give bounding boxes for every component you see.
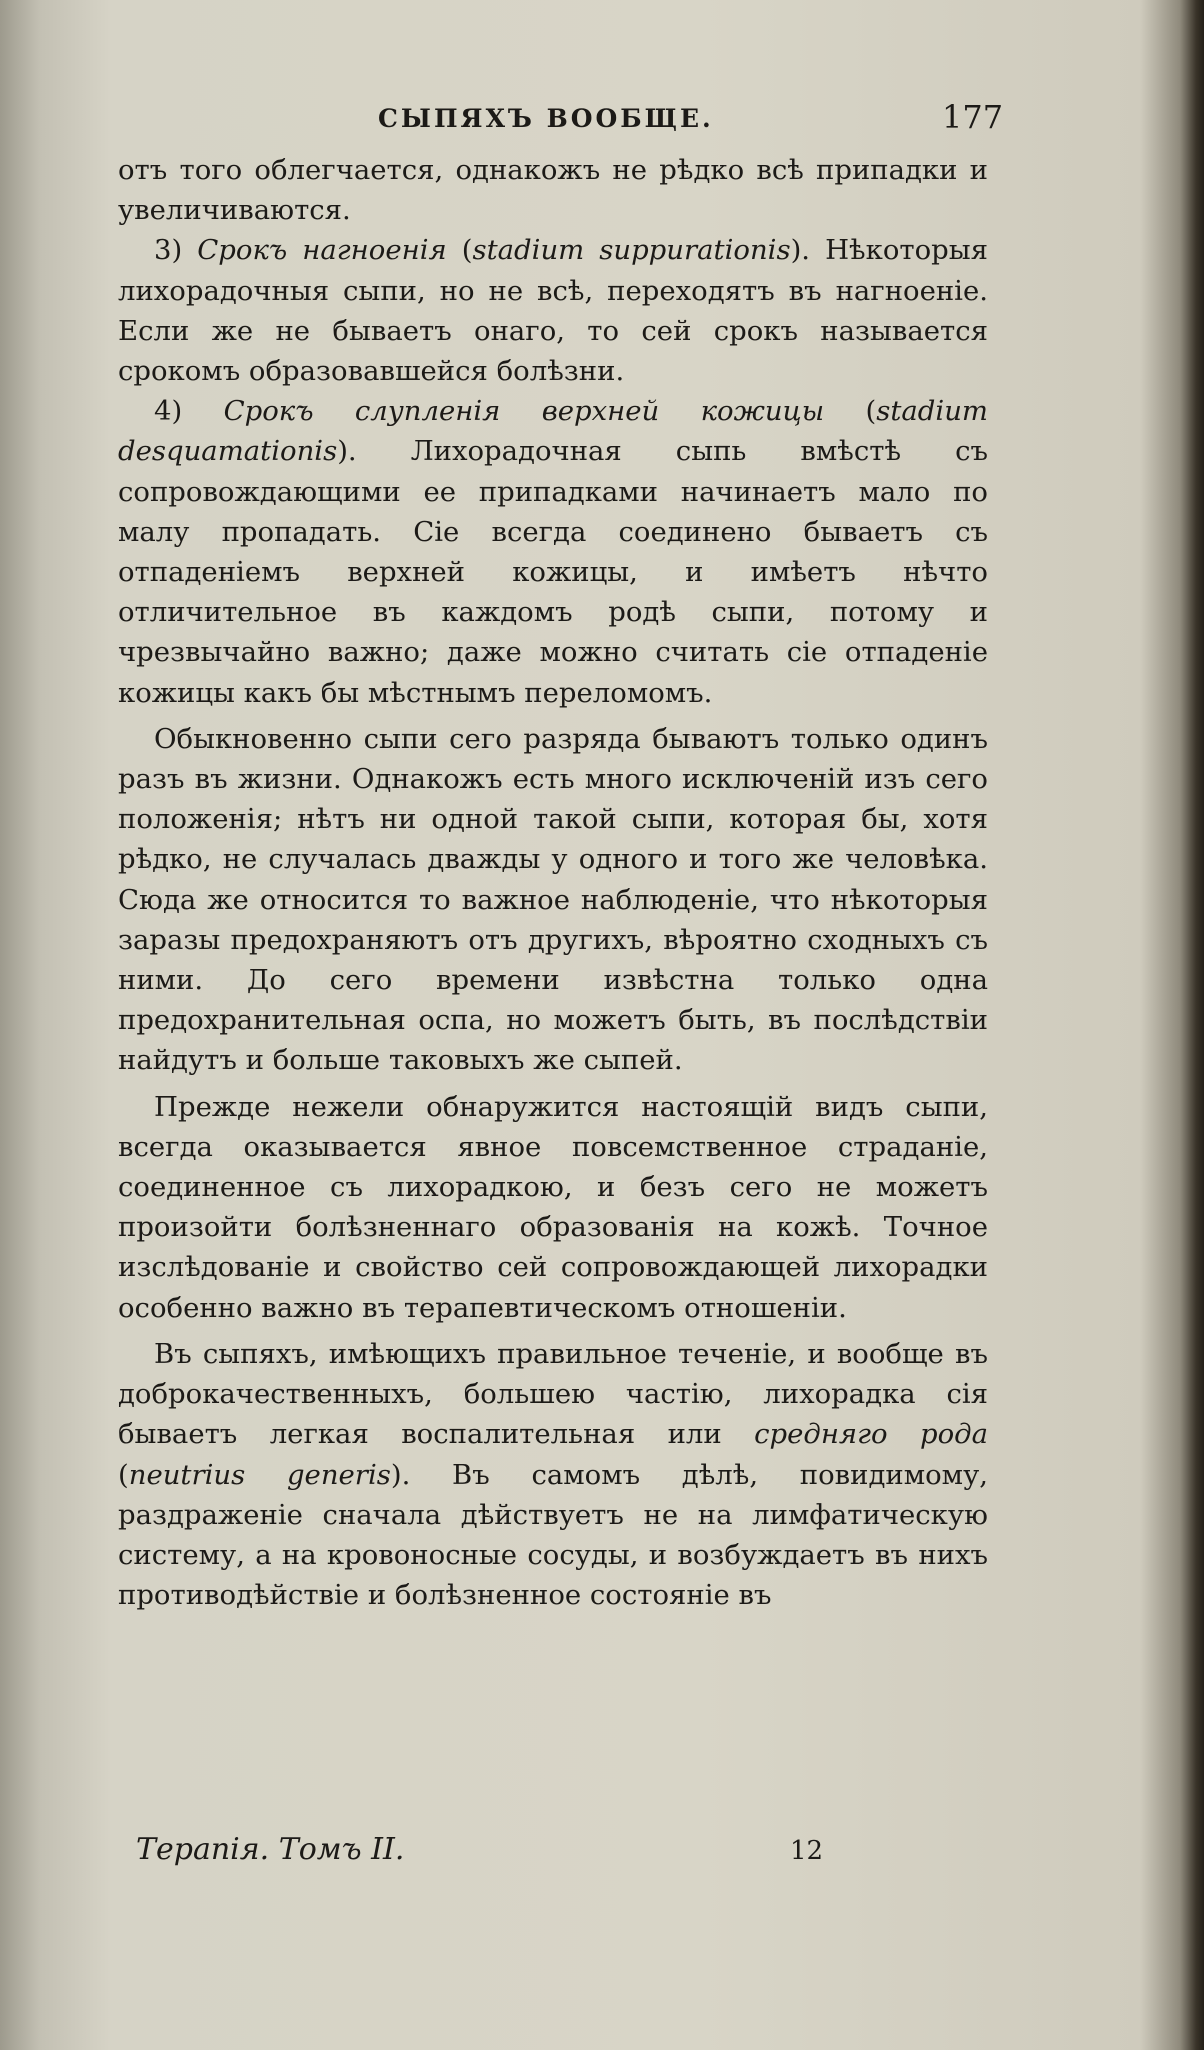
italic-term: stadium suppurationis <box>472 234 791 267</box>
text-run: 3) <box>154 234 198 267</box>
signature-mark: 12 <box>790 1836 824 1866</box>
body-text <box>118 150 988 1615</box>
text-run: отъ того облегчается, однакожъ не рѣдко всѣ припадки и увеличиваются. <box>118 154 988 227</box>
text-run: Обыкновенно сыпи сего разряда бываютъ только одинъ разъ въ жизни. Однакожъ есть много исключеній изъ сего положенія; нѣтъ ни одной такой сыпи, которая бы, хотя рѣдко, не случалась дважды у одного и того же человѣка. Сюда же относится то важное наблюденіе, что нѣкоторыя заразы предохраняютъ отъ другихъ, вѣроятно сходныхъ съ ними. До сего времени извѣстна только одна предохранительная оспа, но можетъ быть, въ послѣдствіи найдутъ и больше таковыхъ же сыпей. <box>118 722 988 1077</box>
text-run: Въ сыпяхъ, имѣющихъ правильное теченіе, и вообще въ доброкачественныхъ, большею частію, лихорадка сія бываетъ легкая воспалительная или <box>118 1337 988 1451</box>
paragraph-p2 <box>118 230 988 391</box>
text-run: ( <box>446 234 473 267</box>
text-run: ). Нѣкоторыя лихорадочныя сыпи, но не всѣ, переходятъ въ нагноеніе. Если же не бываетъ онаго, то сей срокъ называется срокомъ образовавшейся болѣзни. <box>118 234 988 388</box>
text-run: 4) <box>154 395 224 428</box>
signature-line: Терапія. Томъ II. <box>136 1832 405 1867</box>
running-head: СЫПЯХЪ ВООБЩЕ. <box>378 104 714 133</box>
italic-term: neutrius generis <box>128 1458 391 1491</box>
paragraph-p6 <box>118 1334 988 1615</box>
italic-term: средняго рода <box>754 1418 988 1451</box>
text-run: ). Въ самомъ дѣлѣ, повидимому, раздраженіе сначала дѣйствуетъ не на лимфатическую систему, а на кровоносные сосуды, и возбуждаетъ въ нихъ противодѣйствіе и болѣзненное состояніе въ <box>118 1458 988 1612</box>
page-footer <box>130 1832 1030 1872</box>
paragraph-p1 <box>118 150 988 230</box>
paragraph-p4 <box>118 719 988 1081</box>
page-header <box>130 98 1030 138</box>
italic-term: Срокъ нагноенія <box>197 234 447 267</box>
paragraph-p5 <box>118 1087 988 1328</box>
page-number: 177 <box>942 98 1004 136</box>
italic-term: stadium desquamationis <box>118 395 988 468</box>
text-run: ( <box>824 395 877 428</box>
text-run: ). Лихорадочная сыпь вмѣстѣ съ сопровождающими ее припадками начинаетъ мало по малу пропадать. Сіе всегда соединено бываетъ съ отпаденіемъ верхней кожицы, и имѣетъ нѣчто отличительное въ каждомъ родѣ сыпи, потому и чрезвычайно важно; даже можно считать сіе отпаденіе кожицы какъ бы мѣстнымъ переломомъ. <box>118 435 988 709</box>
paragraph-p3 <box>118 391 988 713</box>
italic-term: Срокъ слупленія верхней кожицы <box>223 395 825 428</box>
text-run: ( <box>118 1458 129 1491</box>
text-run: Прежде нежели обнаружится настоящій видъ сыпи, всегда оказывается явное повсемственное страданіе, соединенное съ лихорадкою, и безъ сего не можетъ произойти болѣзненнаго образованія на кожѣ. Точное изслѣдованіе и свойство сей сопровождающей лихорадки особенно важно въ терапевтическомъ отношеніи. <box>118 1090 988 1324</box>
